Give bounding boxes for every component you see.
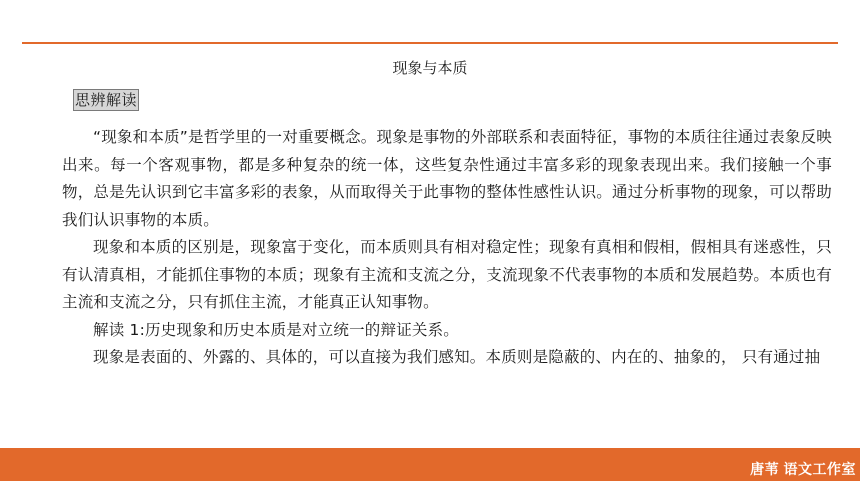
slide-title: 现象与本质 <box>392 59 468 77</box>
paragraph-3: 解读 1:历史现象和历史本质是对立统一的辩证关系。 <box>93 320 460 339</box>
paragraph-1: “现象和本质”是哲学里的一对重要概念。现象是事物的外部联系和表面特征，事物的本质往往通过表象反映出来。每一个客观事物，都是多种复杂的统一体，这些复杂性通过丰富多彩的现象表现出来。我们接触一个事物，总是先认识到它丰富多彩的表象，从而取得关于此事物的整体性感性认识。通过分析事物的现象，可以帮助我们认识事物的本质。 <box>62 128 832 229</box>
footer-bar <box>0 448 860 481</box>
paragraph-4: 现象是表面的、外露的、具体的，可以直接为我们感知。本质则是隐蔽的、内在的、抽象的， 只有通过抽 <box>93 348 821 366</box>
top-divider <box>22 42 838 44</box>
body-text <box>62 124 832 372</box>
section-tag: 思辨解读 <box>74 91 137 109</box>
footer-brand: 唐苇 语文工作室 <box>750 461 856 477</box>
paragraph-2: 现象和本质的区别是，现象富于变化，而本质则具有相对稳定性；现象有真相和假相，假相具有迷惑性，只有认清真相，才能抓住事物的本质；现象有主流和支流之分，支流现象不代表事物的本质和发展趋势。本质也有主流和支流之分，只有抓住主流，才能真正认知事物。 <box>62 238 832 311</box>
